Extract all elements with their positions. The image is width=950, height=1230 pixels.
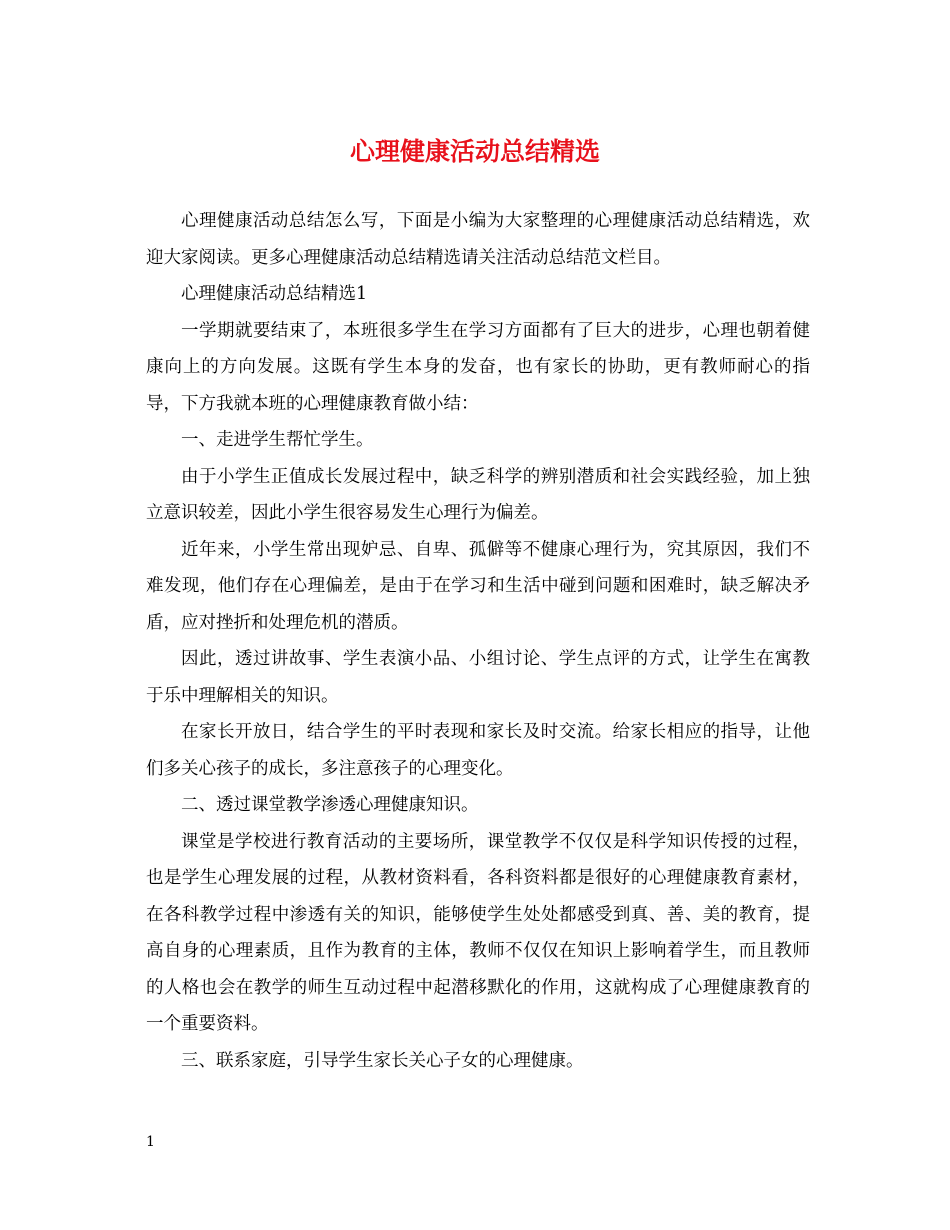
paragraph: 因此，透过讲故事、学生表演小品、小组讨论、学生点评的方式，让学生在寓教于乐中理解相关的知识。 [146, 649, 810, 706]
paragraph: 一学期就要结束了，本班很多学生在学习方面都有了巨大的进步，心理也朝着健康向上的方向发展。这既有学生本身的发奋，也有家长的协助，更有教师耐心的指导，下方我就本班的心理健康教育做小结： [146, 320, 810, 414]
subheading-2: 二、透过课堂教学渗透心理健康知识。 [181, 795, 479, 815]
subheading-1: 一、走进学生帮忙学生。 [181, 430, 374, 450]
paragraph-intro: 心理健康活动总结怎么写，下面是小编为大家整理的心理健康活动总结精选，欢迎大家阅读。更多心理健康活动总结精选请关注活动总结范文栏目。 [146, 211, 810, 268]
subheading-3: 三、联系家庭，引导学生家长关心子女的心理健康。 [181, 1050, 584, 1071]
page-number: 1 [146, 1134, 155, 1150]
paragraph: 由于小学生正值成长发展过程中，缺乏科学的辨别潜质和社会实践经验，加上独立意识较差，因此小学生很容易发生心理行为偏差。 [146, 466, 810, 523]
paragraph: 近年来，小学生常出现妒忌、自卑、孤僻等不健康心理行为，究其原因，我们不难发现，他们存在心理偏差，是由于在学习和生活中碰到问题和困难时，缺乏解决矛盾，应对挫折和处理危机的潜质。 [146, 539, 810, 633]
document-body [146, 203, 810, 1079]
paragraph: 课堂是学校进行教育活动的主要场所，课堂教学不仅仅是科学知识传授的过程，也是学生心理发展的过程，从教材资料看，各科资料都是很好的心理健康教育素材，在各科教学过程中渗透有关的知识，能够使学生处处都感受到真、善、美的教育，提高自身的心理素质，且作为教育的主体，教师不仅仅在知识上影响着学生，而且教师的人格也会在教学的师生互动过程中起潜移默化的作用，这就构成了心理健康教育的一个重要资料。 [146, 831, 810, 1034]
section-heading-1: 心理健康活动总结精选1 [181, 284, 368, 304]
page-title: 心理健康活动总结精选 [349, 137, 600, 166]
paragraph: 在家长开放日，结合学生的平时表现和家长及时交流。给家长相应的指导，让他们多关心孩子的成长，多注意孩子的心理变化。 [146, 722, 810, 779]
